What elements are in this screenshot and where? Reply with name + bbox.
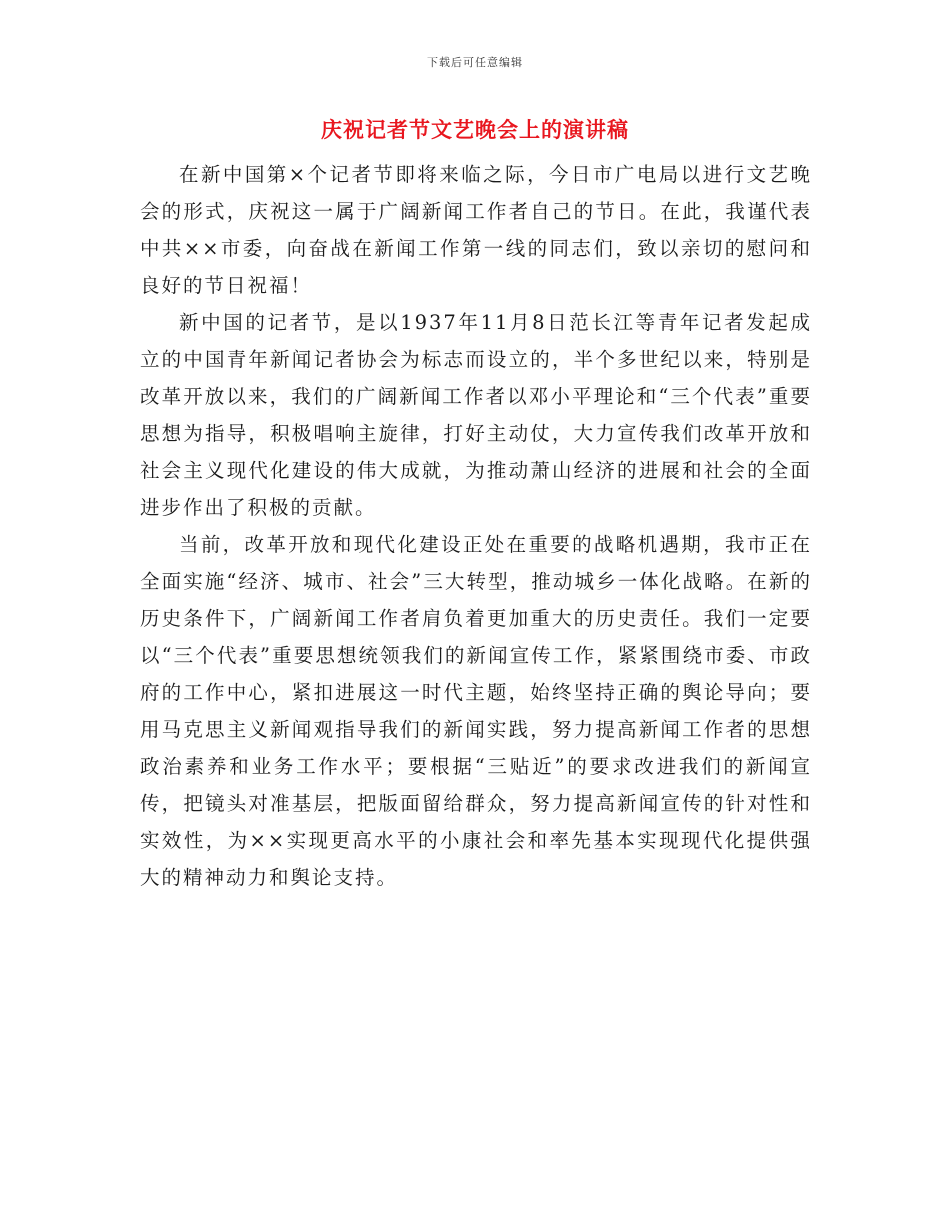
document-title: 庆祝记者节文艺晚会上的演讲稿: [321, 117, 629, 142]
paragraph-1: 在新中国第×个记者节即将来临之际，今日市广电局以进行文艺晚会的形式，庆祝这一属于广阔新闻工作者自己的节日。在此，我谨代表中共××市委，向奋战在新闻工作第一线的同志们，致以亲切的慰问和良好的节日祝福！: [140, 163, 812, 297]
paragraph-2: 新中国的记者节，是以1937年11月8日范长江等青年记者发起成立的中国青年新闻记者协会为标志而设立的，半个多世纪以来，特别是改革开放以来，我们的广阔新闻工作者以邓小平理论和“三个代表”重要思想为指导，积极唱响主旋律，打好主动仗，大力宣传我们改革开放和社会主义现代化建设的伟大成就，为推动萧山经济的进展和社会的全面进步作出了积极的贡献。: [140, 311, 812, 519]
document-body: [140, 156, 812, 896]
header-note: 下载后可任意编辑: [427, 56, 523, 69]
paragraph-3: 当前，改革开放和现代化建设正处在重要的战略机遇期，我市正在全面实施“经济、城市、社会”三大转型，推动城乡一体化战略。在新的历史条件下，广阔新闻工作者肩负着更加重大的历史责任。我们一定要以“三个代表”重要思想统领我们的新闻宣传工作，紧紧围绕市委、市政府的工作中心，紧扣进展这一时代主题，始终坚持正确的舆论导向；要用马克思主义新闻观指导我们的新闻实践，努力提高新闻工作者的思想政治素养和业务工作水平；要根据“三贴近”的要求改进我们的新闻宣传，把镜头对准基层，把版面留给群众，努力提高新闻宣传的针对性和实效性，为××实现更高水平的小康社会和率先基本实现现代化提供强大的精神动力和舆论支持。: [140, 533, 812, 889]
